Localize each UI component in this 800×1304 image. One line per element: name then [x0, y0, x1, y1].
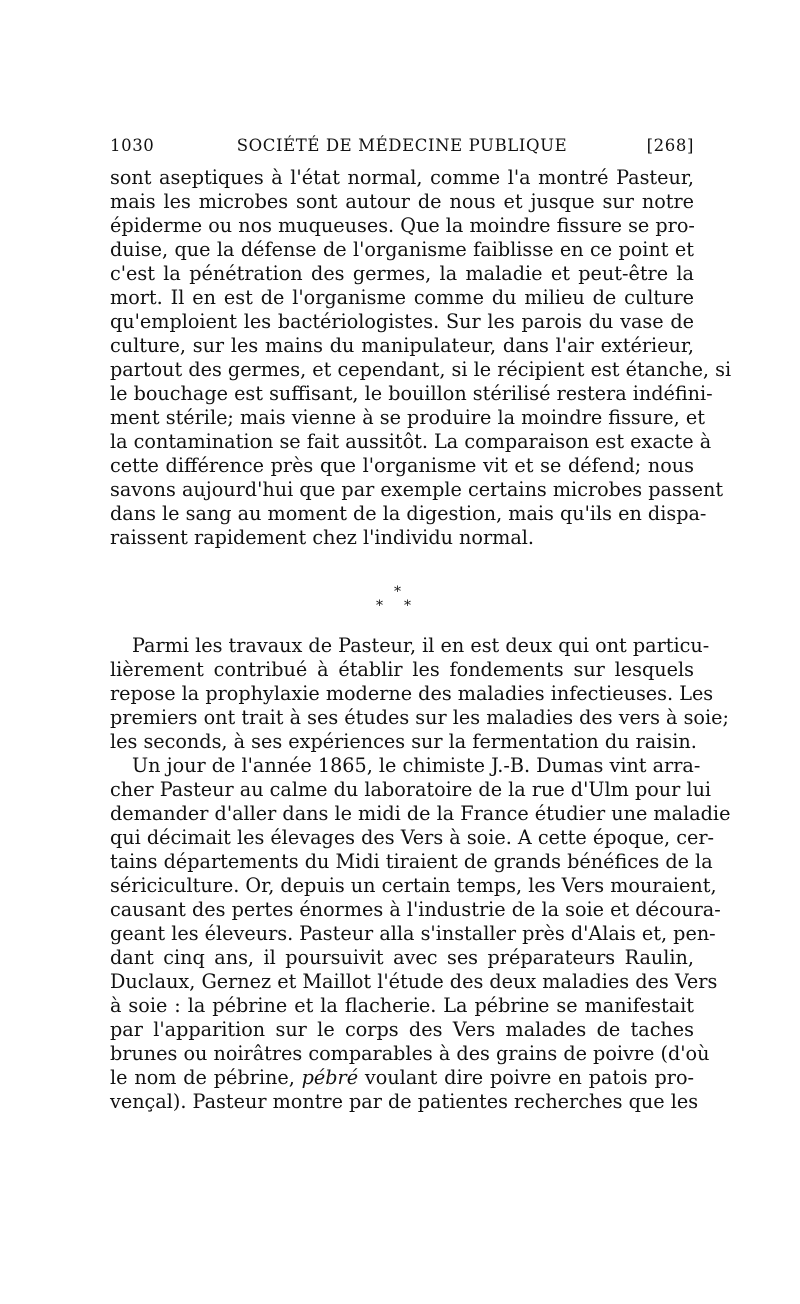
paragraph-1 — [110, 166, 732, 550]
text-line: les seconds, à ses expériences sur la fermentation du raisin. — [110, 730, 697, 753]
text-line: causant des pertes énormes à l'industrie de la soie et découra- — [110, 898, 721, 921]
page — [110, 136, 732, 1114]
text-line: partout des germes, et cependant, si le récipient est étanche, si — [110, 358, 732, 381]
text-line: dant cinq ans, il poursuivit avec ses préparateurs Raulin, — [110, 946, 694, 969]
separator-star-top: * — [394, 584, 401, 600]
text-line: lièrement contribué à établir les fondements sur lesquels — [110, 658, 694, 681]
text-line: par l'apparition sur le corps des Vers malades de taches — [110, 1018, 694, 1041]
text-line: demander d'aller dans le midi de la France étudier une maladie — [110, 802, 731, 825]
section-separator — [110, 550, 694, 634]
text-line: geant les éleveurs. Pasteur alla s'installer près d'Alais et, pen- — [110, 922, 716, 945]
page-reference: [268] — [646, 136, 694, 155]
text-line: raissent rapidement chez l'individu normal. — [110, 526, 535, 549]
separator-star-right: * — [404, 598, 411, 614]
text-line: premiers ont trait à ses études sur les maladies des vers à soie; — [110, 706, 729, 729]
text-line: culture, sur les mains du manipulateur, dans l'air extérieur, — [110, 334, 694, 357]
text-line: brunes ou noirâtres comparables à des grains de poivre (d'où — [110, 1042, 710, 1065]
text-line: savons aujourd'hui que par exemple certains microbes passent — [110, 478, 724, 501]
running-title: SOCIÉTÉ DE MÉDECINE PUBLIQUE — [236, 136, 568, 155]
text-line: sont aseptiques à l'état normal, comme l'a montré Pasteur, — [110, 166, 694, 189]
text-line: la contamination se fait aussitôt. La comparaison est exacte à — [110, 430, 712, 453]
text-line: duise, que la défense de l'organisme faiblisse en ce point et — [110, 238, 694, 261]
text-line: à soie : la pébrine et la flacherie. La pébrine se manifestait — [110, 994, 694, 1017]
text-line: qui décimait les élevages des Vers à soie. A cette époque, cer- — [110, 826, 714, 849]
text-line: le bouchage est suffisant, le bouillon stérilisé restera indéfini- — [110, 382, 713, 405]
text-line: c'est la pénétration des germes, la maladie et peut-être la — [110, 262, 694, 285]
page-number: 1030 — [110, 136, 155, 155]
text-line: ment stérile; mais vienne à se produire la moindre fissure, et — [110, 406, 705, 429]
text-line: mais les microbes sont autour de nous et jusque sur notre — [110, 190, 694, 213]
text-line: dans le sang au moment de la digestion, mais qu'ils en dispa- — [110, 502, 707, 525]
text-line: épiderme ou nos muqueuses. Que la moindre fissure se pro- — [110, 214, 695, 237]
paragraph-2 — [110, 634, 729, 754]
separator-star-left: * — [376, 598, 383, 614]
text-line: Duclaux, Gernez et Maillot l'étude des deux maladies des Vers — [110, 970, 718, 993]
text-line: Parmi les travaux de Pasteur, il en est deux qui ont particu- — [132, 634, 710, 657]
text-line: sériciculture. Or, depuis un certain temps, les Vers mouraient, — [110, 874, 717, 897]
text-line: cher Pasteur au calme du laboratoire de la rue d'Ulm pour lui — [110, 778, 712, 801]
text-line: repose la prophylaxie moderne des maladies infectieuses. Les — [110, 682, 714, 705]
paragraph-3 — [110, 754, 731, 1114]
text-line: le nom de pébrine, pébré voulant dire poivre en patois pro- — [110, 1066, 694, 1089]
text-line: Un jour de l'année 1865, le chimiste J.-B. Dumas vint arra- — [132, 754, 701, 777]
text-line: tains départements du Midi tiraient de grands bénéfices de la — [110, 850, 713, 873]
text-line: qu'emploient les bactériologistes. Sur les parois du vase de — [110, 310, 694, 333]
running-header — [110, 136, 694, 166]
text-line: vençal). Pasteur montre par de patientes recherches que les — [110, 1090, 699, 1113]
text-line: mort. Il en est de l'organisme comme du milieu de culture — [110, 286, 694, 309]
italic-word: pébré — [301, 1066, 359, 1089]
text-line: cette différence près que l'organisme vit et se défend; nous — [110, 454, 694, 477]
